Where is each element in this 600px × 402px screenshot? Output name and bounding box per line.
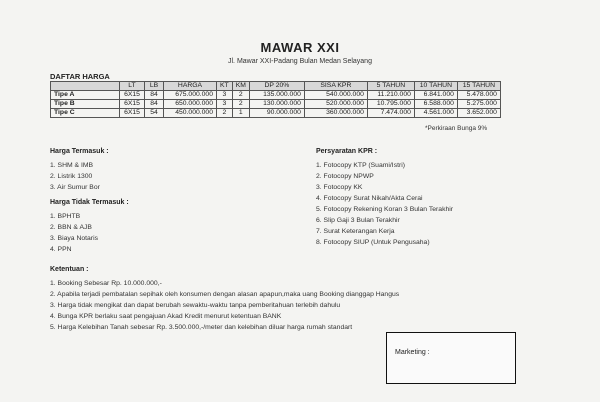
table-cell: 6.588.000 [414, 100, 457, 109]
price-list-heading: DAFTAR HARGA [50, 72, 110, 81]
list-item: 4. Fotocopy Surat Nikah/Akta Cerai [316, 195, 423, 202]
marketing-box [386, 332, 516, 384]
price-table [50, 81, 501, 118]
document-title: MAWAR XXI [260, 40, 340, 55]
document-address: Jl. Mawar XXI-Padang Bulan Medan Selayang [228, 58, 372, 65]
table-header-row [51, 82, 501, 91]
included-section [50, 148, 109, 193]
excluded-section [50, 199, 129, 255]
list-item: 2. BBN & AJB [50, 224, 92, 231]
table-cell: 3 [217, 91, 233, 100]
table-cell: 5.275.000 [457, 100, 500, 109]
included-label: Harga Termasuk : [50, 148, 109, 155]
list-item: 3. Biaya Notaris [50, 235, 98, 242]
table-cell: 135.000.000 [249, 91, 304, 100]
table-row [51, 109, 501, 118]
table-cell: 1 [232, 109, 249, 118]
marketing-label: Marketing : [395, 349, 430, 356]
list-item: 7. Surat Keterangan Kerja [316, 228, 395, 235]
list-item: 4. PPN [50, 246, 72, 253]
table-cell: 6X15 [120, 109, 145, 118]
col-header [51, 82, 120, 91]
table-cell: 520.000.000 [304, 100, 367, 109]
table-cell: 84 [145, 100, 164, 109]
col-header: 10 TAHUN [414, 82, 457, 91]
table-cell: 6.841.000 [414, 91, 457, 100]
table-cell: 5.478.000 [457, 91, 500, 100]
excluded-label: Harga Tidak Termasuk : [50, 199, 129, 206]
table-cell: 54 [145, 109, 164, 118]
list-item: 1. Booking Sebesar Rp. 10.000.000,- [50, 280, 162, 287]
table-cell: 6X15 [120, 91, 145, 100]
table-cell: 7.474.000 [367, 109, 414, 118]
col-header: LB [145, 82, 164, 91]
col-header: SISA KPR [304, 82, 367, 91]
interest-note: *Perkiraan Bunga 9% [425, 125, 488, 132]
table-cell: 450.000.000 [164, 109, 217, 118]
col-header: KT [217, 82, 233, 91]
table-cell: 3.652.000 [457, 109, 500, 118]
table-cell: 84 [145, 91, 164, 100]
table-cell: 3 [217, 100, 233, 109]
list-item: 2. Listrik 1300 [50, 173, 93, 180]
table-cell: 2 [232, 100, 249, 109]
table-cell: Tipe A [51, 91, 120, 100]
col-header: 5 TAHUN [367, 82, 414, 91]
list-item: 2. Fotocopy NPWP [316, 173, 374, 180]
table-cell: 540.000.000 [304, 91, 367, 100]
col-header: HARGA [164, 82, 217, 91]
list-item: 6. Slip Gaji 3 Bulan Terakhir [316, 217, 400, 224]
list-item: 1. BPHTB [50, 213, 81, 220]
col-header: LT [120, 82, 145, 91]
list-item: 1. SHM & IMB [50, 162, 94, 169]
table-cell: Tipe C [51, 109, 120, 118]
terms-label: Ketentuan : [50, 266, 89, 273]
table-cell: Tipe B [51, 100, 120, 109]
kpr-requirements-label: Persyaratan KPR : [316, 148, 378, 155]
list-item: 3. Fotocopy KK [316, 184, 363, 191]
table-cell: 2 [217, 109, 233, 118]
list-item: 3. Air Sumur Bor [50, 184, 100, 191]
list-item: 1. Fotocopy KTP (Suami/Istri) [316, 162, 406, 169]
list-item: 5. Harga Kelebihan Tanah sebesar Rp. 3.500.000,-/meter dan kelebihan diluar harga rumah standart [50, 324, 353, 331]
terms-section [50, 266, 399, 333]
kpr-requirements-section [316, 148, 453, 248]
table-row [51, 100, 501, 109]
list-item: 2. Apabila terjadi pembatalan sepihak oleh konsumen dengan alasan apapun,maka uang Booking dianggap Hangus [50, 291, 400, 298]
table-row [51, 91, 501, 100]
list-item: 3. Harga tidak mengikat dan dapat berubah sewaktu-waktu tanpa pemberitahuan terlebih dahulu [50, 302, 341, 309]
list-item: 4. Bunga KPR berlaku saat pengajuan Akad Kredit menurut ketentuan BANK [50, 313, 282, 320]
table-cell: 675.000.000 [164, 91, 217, 100]
table-cell: 11.210.000 [367, 91, 414, 100]
table-cell: 130.000.000 [249, 100, 304, 109]
col-header: KM [232, 82, 249, 91]
table-cell: 360.000.000 [304, 109, 367, 118]
table-cell: 90.000.000 [249, 109, 304, 118]
col-header: DP 20% [249, 82, 304, 91]
table-cell: 6X15 [120, 100, 145, 109]
list-item: 5. Fotocopy Rekening Koran 3 Bulan Terakhir [316, 206, 454, 213]
table-cell: 2 [232, 91, 249, 100]
list-item: 8. Fotocopy SIUP (Untuk Pengusaha) [316, 239, 430, 246]
table-cell: 4.561.000 [414, 109, 457, 118]
table-cell: 650.000.000 [164, 100, 217, 109]
col-header: 15 TAHUN [457, 82, 500, 91]
table-cell: 10.795.000 [367, 100, 414, 109]
